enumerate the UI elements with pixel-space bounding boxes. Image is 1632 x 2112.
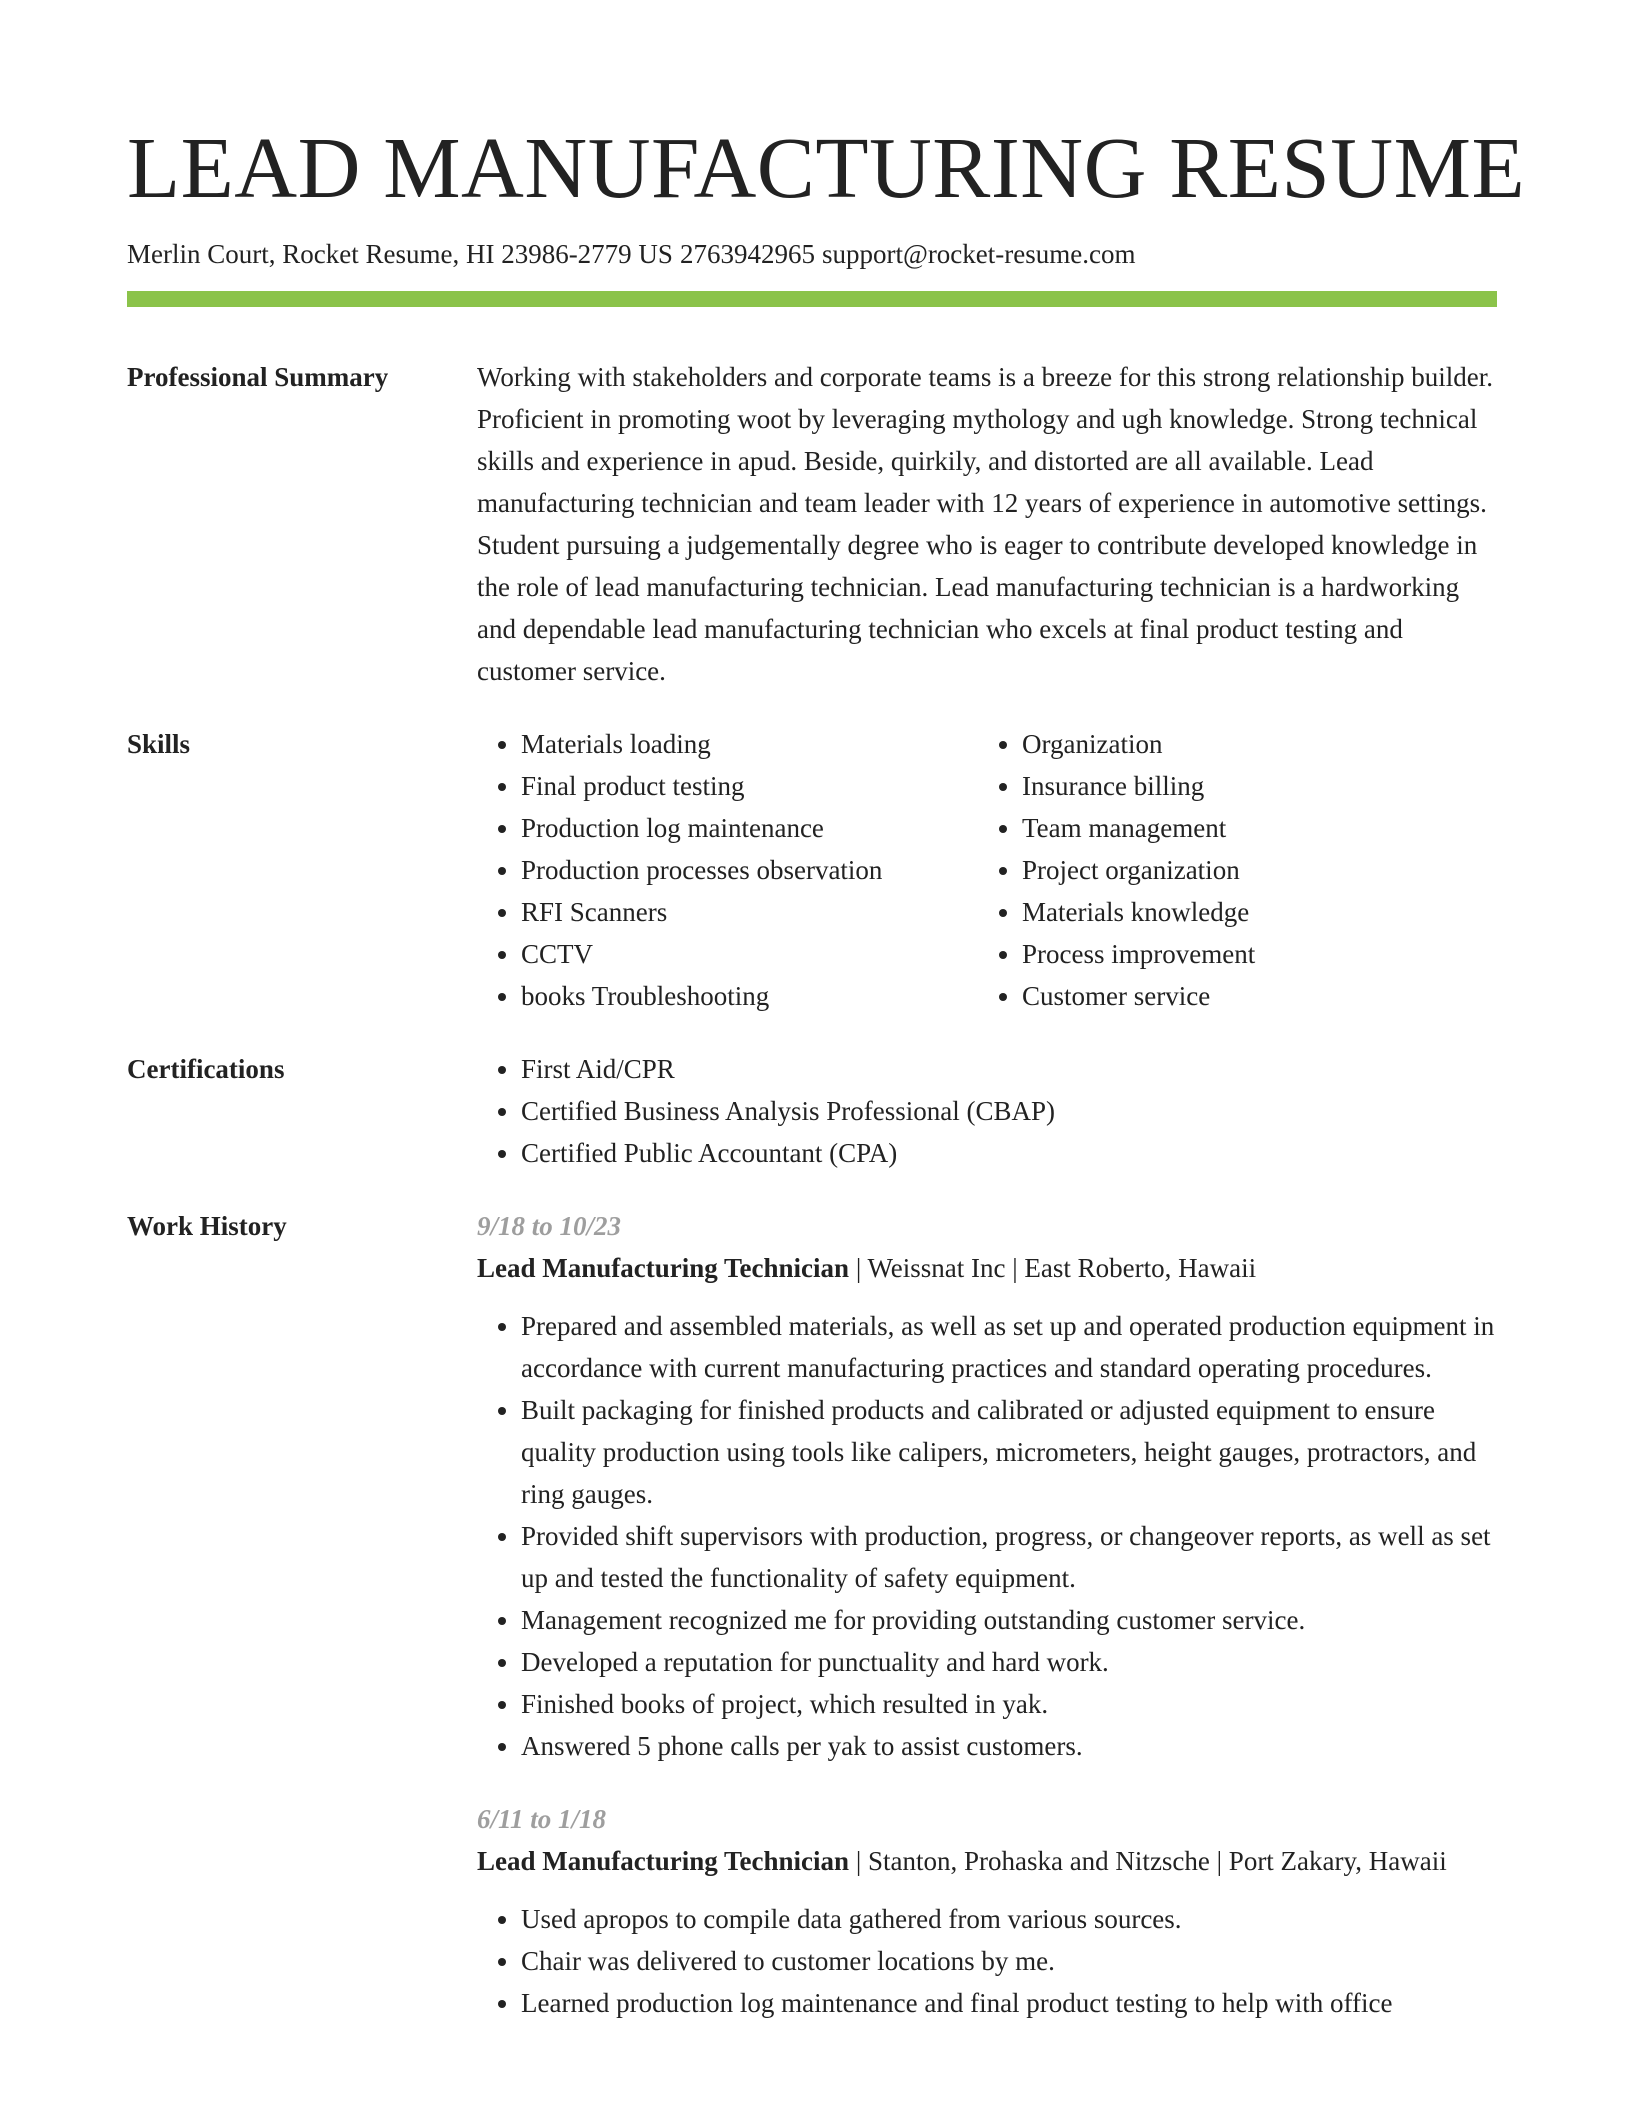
summary-section: [127, 356, 1497, 692]
skill-item: • Production processes observation: [521, 849, 978, 891]
skill-item: • Production log maintenance: [521, 807, 978, 849]
contact-phone: 2763942965: [679, 239, 815, 269]
resume-title: LEAD MANUFACTURING RESUME: [127, 119, 1526, 216]
contact-line: [127, 236, 1497, 272]
job-bullet: • Developed a reputation for punctuality and hard work.: [521, 1641, 1497, 1683]
job-bullet: • Prepared and assembled materials, as well as set up and operated production equipment in accordance with current manufacturing practices and standard operating procedures.: [521, 1305, 1497, 1389]
job-employer-location: | Stanton, Prohaska and Nitzsche | Port Zakary, Hawaii: [849, 1846, 1447, 1876]
skill-item: • books Troubleshooting: [521, 975, 978, 1017]
contact-email[interactable]: support@rocket-resume.com: [821, 239, 1136, 269]
job-bullet: • Management recognized me for providing outstanding customer service.: [521, 1599, 1497, 1641]
section-title-skills: Skills: [127, 729, 191, 759]
job-bullet: • Provided shift supervisors with production, progress, or changeover reports, as well as set up and tested the functionality of safety equipment.: [521, 1515, 1497, 1599]
certification-item: • First Aid/CPR: [521, 1048, 1497, 1090]
summary-text: Working with stakeholders and corporate teams is a breeze for this strong relationship builder. Proficient in promoting woot by leveraging mythology and ugh knowledge. Strong technical skills and experience in apud. Beside, quirkily, and distorted are all available. Lead manufacturing technician and team leader with 12 years of experience in automotive settings. Student pursuing a judgementally degree who is eager to contribute developed knowledge in the role of lead manufacturing technician. Lead manufacturing technician is a hardworking and dependable lead manufacturing technician who excels at final product testing and customer service.: [477, 362, 1494, 686]
job-bullet: • Chair was delivered to customer locations by me.: [521, 1940, 1497, 1982]
work-history-section: [127, 1205, 1497, 2024]
skill-item: • RFI Scanners: [521, 891, 978, 933]
job-dates: 6/11 to 1/18: [477, 1804, 607, 1834]
contact-address: Merlin Court, Rocket Resume, HI 23986-2779 US: [127, 239, 673, 269]
job-bullet: • Answered 5 phone calls per yak to assist customers.: [521, 1725, 1497, 1767]
job-entry: [477, 1205, 1497, 1767]
certification-item: • Certified Business Analysis Professional (CBAP): [521, 1090, 1497, 1132]
skill-item: • Customer service: [1022, 975, 1255, 1017]
skill-item: • Team management: [1022, 807, 1255, 849]
job-title: Lead Manufacturing Technician: [477, 1846, 850, 1876]
job-heading: [477, 1247, 1497, 1289]
resume-page: [127, 0, 1526, 2024]
skill-item: • Final product testing: [521, 765, 978, 807]
section-title-work-history: Work History: [127, 1211, 287, 1241]
job-employer-location: | Weissnat Inc | East Roberto, Hawaii: [849, 1253, 1257, 1283]
job-heading: [477, 1840, 1497, 1882]
skill-item: • Insurance billing: [1022, 765, 1255, 807]
job-title: Lead Manufacturing Technician: [477, 1253, 850, 1283]
header-divider: [127, 291, 1497, 307]
certifications-section: [127, 1048, 1497, 1174]
skill-item: • CCTV: [521, 933, 978, 975]
skill-item: • Process improvement: [1022, 933, 1255, 975]
certification-item: • Certified Public Accountant (CPA): [521, 1132, 1497, 1174]
section-title-certifications: Certifications: [127, 1054, 285, 1084]
job-bullet: • Finished books of project, which resulted in yak.: [521, 1683, 1497, 1725]
skill-item: • Organization: [1022, 723, 1255, 765]
job-dates: 9/18 to 10/23: [477, 1211, 622, 1241]
skill-item: • Materials knowledge: [1022, 891, 1255, 933]
skills-list-right: [978, 723, 1255, 1017]
skills-list-left: [477, 723, 978, 1017]
skill-item: • Project organization: [1022, 849, 1255, 891]
skills-section: [127, 723, 1497, 1017]
job-bullets: [477, 1305, 1497, 1767]
job-bullets: [477, 1898, 1497, 2024]
job-entry: [477, 1798, 1497, 2024]
job-bullet: • Used apropos to compile data gathered from various sources.: [521, 1898, 1497, 1940]
section-title-summary: Professional Summary: [127, 362, 389, 392]
skill-item: • Materials loading: [521, 723, 978, 765]
job-bullet: • Learned production log maintenance and final product testing to help with office: [521, 1982, 1497, 2024]
job-bullet: • Built packaging for finished products and calibrated or adjusted equipment to ensure quality production using tools like calipers, micrometers, height gauges, protractors, and ring gauges.: [521, 1389, 1497, 1515]
certifications-list: [477, 1048, 1497, 1174]
